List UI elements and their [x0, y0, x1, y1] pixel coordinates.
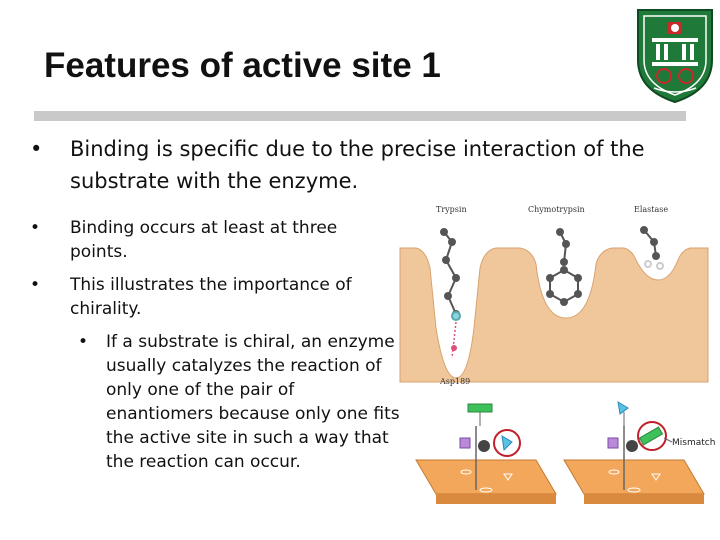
label-mismatch: Mismatch — [672, 438, 716, 448]
university-crest-icon — [634, 6, 716, 104]
active-site-figure — [396, 198, 720, 540]
label-elastase: Elastase — [634, 205, 669, 214]
blue-group-icon — [502, 436, 512, 450]
purple-group-icon — [460, 438, 470, 448]
bullet-marker: • — [30, 137, 43, 161]
bullet-text: If a substrate is chiral, an enzyme usually catalyzes the reaction of only one of the pair of enantiomers because only one fits the active site in such a way that the reaction can occur. — [106, 332, 400, 472]
bullet-marker: • — [30, 218, 41, 238]
binding-diagram-match — [416, 404, 556, 504]
elastase-substrate — [641, 227, 663, 269]
black-group-icon — [478, 440, 490, 452]
bullet-marker: • — [78, 332, 89, 352]
label-asp: Asp189 — [440, 377, 471, 386]
trypsin-substrate — [441, 229, 460, 320]
slide-title: Features of active site 1 — [44, 46, 441, 85]
green-group-icon — [468, 404, 492, 412]
chymotrypsin-substrate — [547, 229, 581, 305]
title-divider — [34, 111, 686, 121]
asp-charge-icon — [451, 345, 457, 351]
binding-diagram-mismatch — [564, 402, 715, 504]
bullet-text: This illustrates the importance of chirality. — [70, 275, 352, 319]
label-chymotrypsin: Chymotrypsin — [528, 205, 585, 214]
bullet-marker: • — [30, 275, 41, 295]
bullet-text: Binding occurs at least at three points. — [70, 218, 338, 262]
label-trypsin: Trypsin — [436, 205, 467, 214]
bullet-text: Binding is specific due to the precise interaction of the substrate with the enzyme. — [70, 137, 645, 193]
